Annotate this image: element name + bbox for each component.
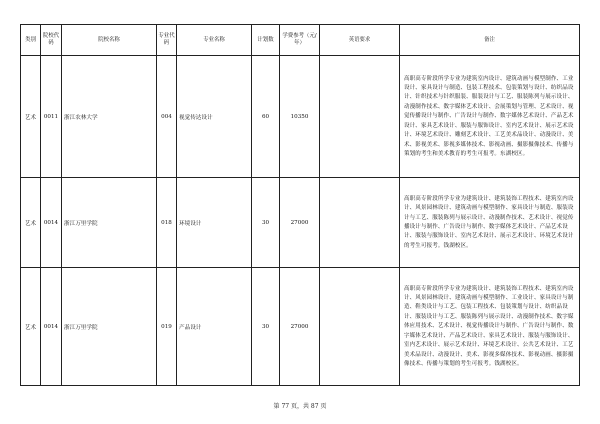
cell-tuition: 10350 [280, 56, 320, 178]
cell-notes: 高职高专阶段所学专业为建筑设计、建筑装饰工程技术、建筑室内设计、风景园林设计、建筑动画与模型制作、工业设计、家具设计与制造、鞋类设计与工艺、包装工程技术、包装策划与设计、纺织品设计、服装设计与工艺、服装陈列与展示设计、动漫制作技术、数字媒体应用技术、艺术设计、视觉传播设计与制作、广告设计与制作、数字媒体艺术设计、产品艺术设计、家具艺术设计、服装与服饰设计、室内艺术设计、展示艺术设计、环境艺术设计、公共艺术设计、工艺美术品设计、动漫设计、美术、影视多媒体技术、影视动画、摄影摄像技术、传播与策划的考生可报考。钱湖校区。 [400, 268, 580, 386]
cell-notes: 高职高专阶段所学专业为建筑设计、建筑装饰工程技术、建筑室内设计、风景园林设计、建筑动画与模型制作、家具设计与制造、服装设计与工艺、服装陈列与展示设计、动漫制作技术、艺术设计、视觉传播设计与制作、广告设计与制作、数字媒体艺术设计、产品艺术设计、服装与服饰设计、室内艺术设计、展示艺术设计、环境艺术设计的考生可报考。钱湖校区。 [400, 178, 580, 268]
admissions-table [20, 24, 580, 386]
header-tuition: 学费参考（元/年） [280, 25, 320, 56]
cell-school-name: 浙江农林大学 [62, 56, 157, 178]
cell-notes: 高职高专阶段所学专业为建筑室内设计、建筑动画与模型制作、工业设计、家具设计与制造、包装工程技术、包装策划与设计、纺织品设计、针织技术与针织服装、服装设计与工艺、服装陈列与展示设计、动漫制作技术、数字媒体艺术设计、会展策划与管理、艺术设计、视觉传播设计与制作、广告设计与制作、数字媒体艺术设计、产品艺术设计、家具艺术设计、服装与服饰设计、室内艺术设计、展示艺术设计、环境艺术设计、雕刻艺术设计、工艺美术品设计、动漫设计、美术、影视美术、影视多媒体技术、影视动画、摄影摄像技术、传播与策划的考生和美术教育的考生可报考。东湖校区。 [400, 56, 580, 178]
cell-tuition: 27000 [280, 178, 320, 268]
cell-tuition: 27000 [280, 268, 320, 386]
cell-major-code: 004 [157, 56, 177, 178]
cell-major-name: 环境设计 [177, 178, 252, 268]
admissions-table-sheet [20, 24, 579, 386]
cell-major-name: 产品设计 [177, 268, 252, 386]
header-major-code: 专业代码 [157, 25, 177, 56]
cell-major-name: 视觉传达设计 [177, 56, 252, 178]
table-header-row [21, 25, 580, 56]
table-row [21, 178, 580, 268]
cell-category: 艺术 [21, 178, 41, 268]
header-english: 英语要求 [320, 25, 400, 56]
cell-school-code: 0014 [41, 178, 62, 268]
header-school-code: 院校代码 [41, 25, 62, 56]
header-category: 类别 [21, 25, 41, 56]
header-notes: 备注 [400, 25, 580, 56]
header-major-name: 专业名称 [177, 25, 252, 56]
header-plan-count: 计划数 [252, 25, 280, 56]
cell-english [320, 268, 400, 386]
cell-category: 艺术 [21, 56, 41, 178]
cell-school-name: 浙江万里学院 [62, 268, 157, 386]
cell-category: 艺术 [21, 268, 41, 386]
table-row [21, 56, 580, 178]
cell-major-code: 018 [157, 178, 177, 268]
page-number: 第 77 页，共 87 页 [273, 403, 327, 410]
cell-plan-count: 30 [252, 178, 280, 268]
header-school-name: 院校名称 [62, 25, 157, 56]
table-row [21, 268, 580, 386]
cell-school-name: 浙江万里学院 [62, 178, 157, 268]
cell-plan-count: 60 [252, 56, 280, 178]
cell-major-code: 019 [157, 268, 177, 386]
cell-school-code: 0014 [41, 268, 62, 386]
cell-school-code: 0011 [41, 56, 62, 178]
cell-english [320, 56, 400, 178]
cell-plan-count: 30 [252, 268, 280, 386]
cell-english [320, 178, 400, 268]
